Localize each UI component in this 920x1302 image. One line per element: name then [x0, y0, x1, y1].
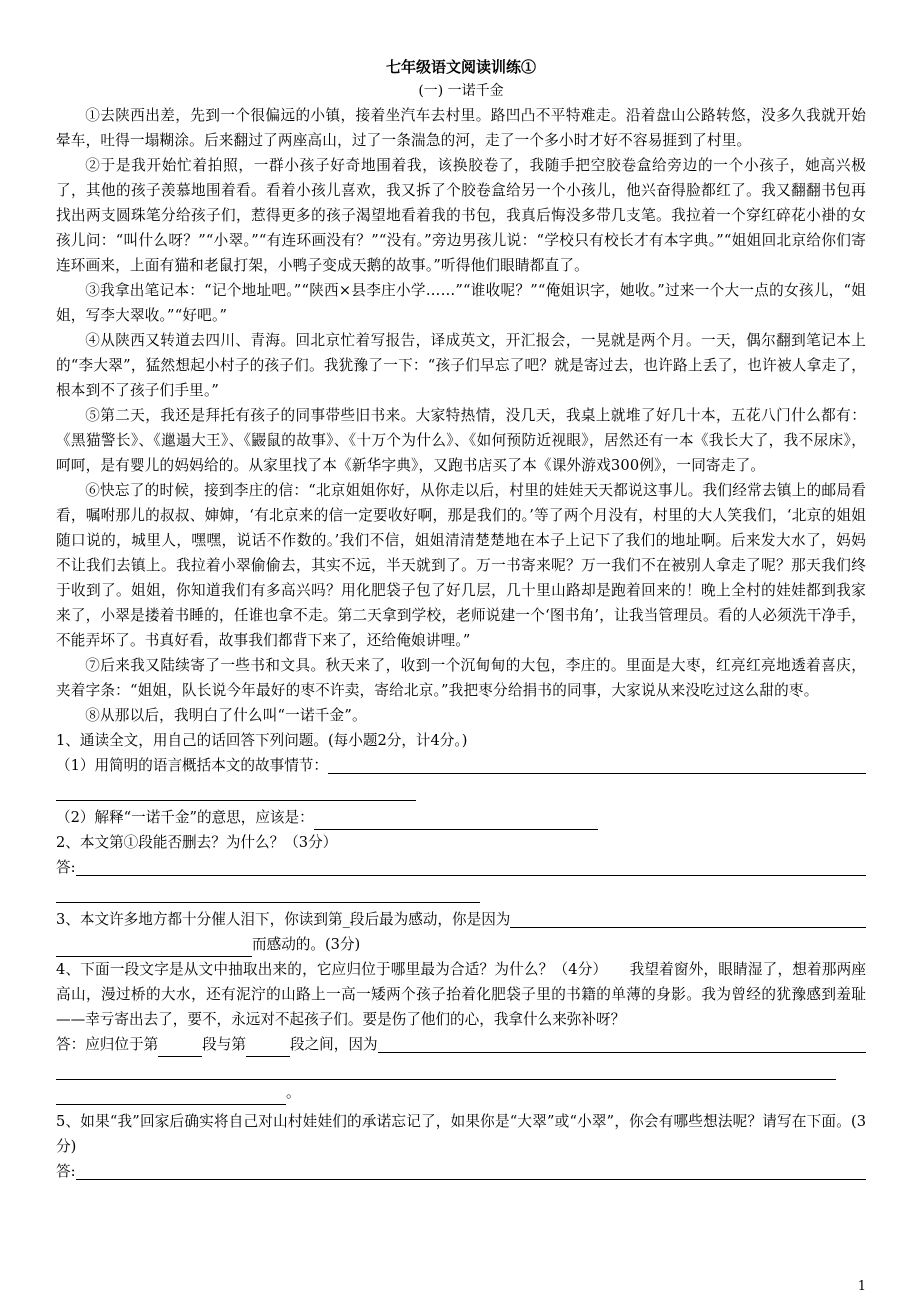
- answer-blank-1a-cont[interactable]: [56, 778, 416, 801]
- answer-label-2: 答:: [56, 859, 76, 876]
- paragraph-7: ⑦后来我又陆续寄了一些书和文具。秋天来了，收到一个沉甸甸的大包，李庄的。里面是大枣，红亮红亮地透着喜庆，夹着字条：“姐姐，队长说今年最好的枣不许卖，寄给北京。”我把枣分给捐书的同事，大家说从来没吃过这么甜的枣。: [56, 657, 866, 699]
- question-3-end: 而感动的。(3分): [252, 936, 361, 953]
- paragraph-1: ①去陕西出差，先到一个很偏远的小镇，接着坐汽车去村里。路凹凸不平特难走。沿着盘山公路转悠，没多久我就开始晕车，吐得一塌糊涂。后来翻过了两座高山，过了一条湍急的河，走了一个多小时才好不容易捱到了村里。: [56, 107, 866, 149]
- answer-blank-4-cont2[interactable]: [56, 1086, 286, 1105]
- answer-label-4b: 段与第: [202, 1036, 246, 1053]
- question-3-end-row: [56, 932, 866, 957]
- answer-label-4a: 答：应归位于第: [56, 1036, 159, 1053]
- question-1: 1、通读全文，用自己的话回答下列问题。(每小题2分，计4分。): [56, 732, 468, 749]
- question-2: 2、本文第①段能否删去？为什么？（3分）: [56, 834, 338, 851]
- question-1a-row: [56, 753, 866, 778]
- answer-blank-4-para1[interactable]: [158, 1038, 202, 1057]
- paragraph-4: ④从陕西又转道去四川、青海。回北京忙着写报告，译成英文，开汇报会，一晃就是两个月。一天，偶尔翻到笔记本上的“李大翠”，猛然想起小村子的孩子们。我犹豫了一下：“孩子们早忘了吧？就是寄过去，也许路上丢了，也许被人拿走了，根本到不了孩子们手里。”: [56, 332, 866, 399]
- paragraph-2: ②于是我开始忙着拍照，一群小孩子好奇地围着我，该换胶卷了，我随手把空胶卷盒给旁边的一个小孩子，她高兴极了，其他的孩子羡慕地围着看。看着小孩儿喜欢，我又拆了个胶卷盒给另一个小孩儿，他兴奋得脸都红了。我又翻翻书包再找出两支圆珠笔分给孩子们，惹得更多的孩子渴望地看着我的书包，我真后悔没多带几支笔。我拉着一个穿红碎花小褂的女孩儿问：“叫什么呀？”“小翠。”“有连环画没有？”“没有。”旁边男孩儿说：“学校只有校长才有本字典。”“姐姐回北京给你们寄连环画来，上面有猫和老鼠打架，小鸭子变成天鹅的故事。”听得他们眼睛都直了。: [56, 157, 866, 274]
- answer-blank-2-cont[interactable]: [56, 880, 480, 903]
- question-5: 5、如果“我”回家后确实将自己对山村娃娃们的承诺忘记了，如果你是“大翠”或“小翠”，你会有哪些想法呢？请写在下面。(3分): [56, 1113, 866, 1155]
- question-4: 4、下面一段文字是从文中抽取出来的，它应归位于哪里最为合适？为什么？（4分） 我望着窗外，眼睛湿了，想着那两座高山，漫过桥的大水，还有泥泞的山路上一高一矮两个孩子抬着化肥袋子里的书籍的单薄的身影。我为曾经的犹豫感到羞耻——幸亏寄出去了，要不，永远对不起孩子们。要是伤了他们的心，我拿什么来弥补呀？: [56, 961, 866, 1028]
- answer-blank-1b[interactable]: [314, 811, 598, 830]
- page-number: 1: [857, 1279, 866, 1294]
- answer-blank-4-cont[interactable]: [56, 1057, 836, 1080]
- question-5-answer-row: [56, 1159, 866, 1184]
- passage-title: (一) 一诺千金: [418, 83, 504, 99]
- question-1b-row: [56, 805, 866, 830]
- question-1b: （2）解释“一诺千金”的意思，应该是：: [56, 809, 314, 826]
- answer-label-5: 答:: [56, 1163, 76, 1180]
- paragraph-6: ⑥快忘了的时候，接到李庄的信：“北京姐姐你好，从你走以后，村里的娃娃天天都说这事儿。我们经常去镇上的邮局看看，嘱咐那儿的叔叔、婶婶，‘有北京来的信一定要收好啊，那是我们的。’等了两个月没有，村里的大人笑我们，‘北京的姐姐随口说的，城里人，嘿嘿，说话不作数的。’我们不信，姐姐清清楚楚地在本子上记下了我们的地址啊。后来发大水了，妈妈不让我们去镇上。我拉着小翠偷偷去，其实不远，半天就到了。万一书寄来呢？万一我们不在被别人拿走了呢？那天我们终于收到了。姐姐，你知道我们有多高兴吗？用化肥袋子包了好几层，几十里山路却是跑着回来的！晚上全村的娃娃都到我家来了，小翠是搂着书睡的，任谁也拿不走。第二天拿到学校，老师说建一个‘图书角’，让我当管理员。看的人必须洗干净手，不能弄坏了。书真好看，故事我们都背下来了，还给俺娘讲哩。”: [56, 482, 866, 649]
- question-4-final-row: [56, 1080, 866, 1105]
- answer-blank-3-cont[interactable]: [56, 938, 252, 957]
- worksheet-page: [56, 56, 866, 1184]
- question-3-row: [56, 907, 866, 932]
- answer-blank-5[interactable]: [76, 1161, 866, 1180]
- paragraph-8: ⑧从那以后，我明白了什么叫“一诺千金”。: [85, 707, 367, 724]
- answer-blank-4-reason[interactable]: [378, 1034, 866, 1053]
- paragraph-3: ③我拿出笔记本：“记个地址吧。”“陕西×县李庄小学……”“谁收呢？”“俺姐识字，她收。”过来一个大一点的女孩儿，“姐姐，写李大翠收。”“好吧。”: [56, 282, 866, 324]
- answer-blank-2[interactable]: [76, 857, 866, 876]
- question-4-period: 。: [286, 1084, 301, 1101]
- question-3: 3、本文许多地方都十分催人泪下，你读到第_段后最为感动，你是因为: [56, 911, 511, 928]
- answer-blank-1a[interactable]: [328, 755, 866, 774]
- page-title: 七年级语文阅读训练①: [385, 58, 536, 76]
- paragraph-5: ⑤第二天，我还是拜托有孩子的同事带些旧书来。大家特热情，没几天，我桌上就堆了好几十本，五花八门什么都有：《黑猫警长》、《邋遢大王》、《鼹鼠的故事》、《十万个为什么》、《如何预防近视眼》，居然还有一本《我长大了，我不尿床》，呵呵，是有婴儿的妈妈给的。从家里找了本《新华字典》，又跑书店买了本《课外游戏300例》，一同寄走了。: [56, 407, 866, 474]
- question-4-answer-row: [56, 1032, 866, 1057]
- answer-blank-4-para2[interactable]: [246, 1038, 290, 1057]
- answer-label-4c: 段之间，因为: [289, 1036, 378, 1053]
- question-2-answer-row: [56, 855, 866, 880]
- question-1a: （1）用简明的语言概括本文的故事情节：: [56, 757, 328, 774]
- answer-blank-3[interactable]: [510, 909, 866, 928]
